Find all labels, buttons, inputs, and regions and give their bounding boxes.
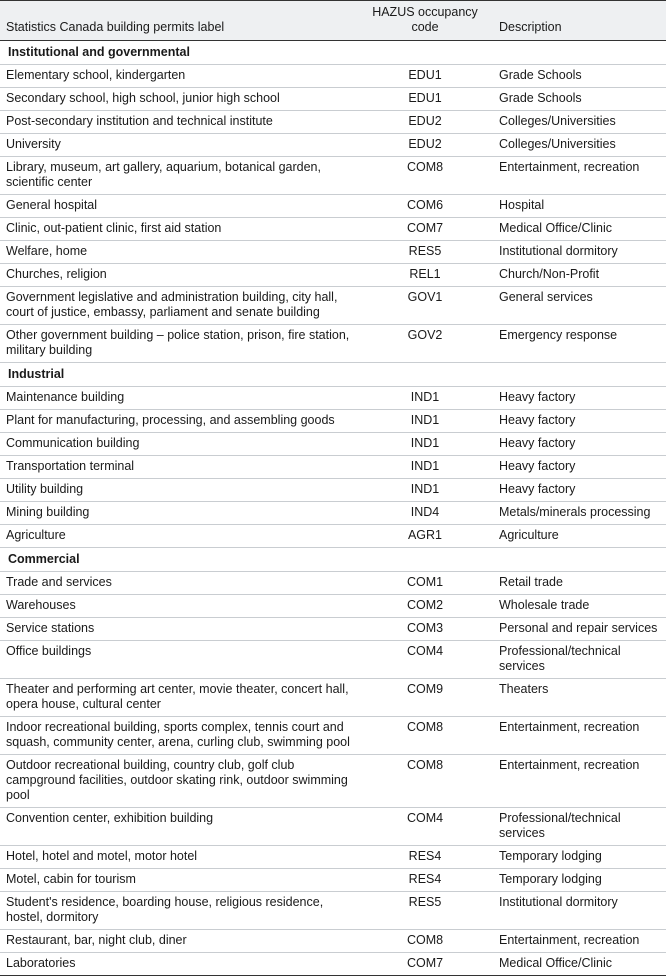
cell-description: Personal and repair services [493, 618, 666, 641]
cell-code: COM4 [355, 808, 493, 846]
table-row [0, 241, 666, 264]
cell-code: COM4 [355, 641, 493, 679]
cell-code: IND1 [355, 387, 493, 410]
cell-description: Professional/technical services [493, 808, 666, 846]
cell-description: Professional/technical services [493, 641, 666, 679]
cell-code: COM6 [355, 195, 493, 218]
cell-description: Entertainment, recreation [493, 930, 666, 953]
cell-label: Elementary school, kindergarten [0, 65, 355, 88]
cell-label: Student's residence, boarding house, religious residence, hostel, dormitory [0, 892, 355, 930]
cell-label: Clinic, out-patient clinic, first aid station [0, 218, 355, 241]
table-row [0, 218, 666, 241]
cell-code: RES5 [355, 892, 493, 930]
cell-label: Welfare, home [0, 241, 355, 264]
cell-description: Wholesale trade [493, 595, 666, 618]
table-row [0, 195, 666, 218]
table-row [0, 88, 666, 111]
cell-description: Institutional dormitory [493, 892, 666, 930]
cell-code: EDU2 [355, 111, 493, 134]
cell-description: Metals/minerals processing [493, 502, 666, 525]
cell-code: RES5 [355, 241, 493, 264]
table-row [0, 157, 666, 195]
cell-description: Heavy factory [493, 479, 666, 502]
table-row [0, 111, 666, 134]
cell-code: GOV2 [355, 325, 493, 363]
table-row [0, 618, 666, 641]
table-row [0, 953, 666, 976]
cell-description: Entertainment, recreation [493, 157, 666, 195]
table-row [0, 641, 666, 679]
cell-code: COM7 [355, 218, 493, 241]
cell-code: COM2 [355, 595, 493, 618]
cell-code: IND1 [355, 479, 493, 502]
table-row [0, 65, 666, 88]
cell-code: IND4 [355, 502, 493, 525]
section-row [0, 41, 666, 65]
cell-label: Service stations [0, 618, 355, 641]
cell-label: Communication building [0, 433, 355, 456]
cell-description: Heavy factory [493, 456, 666, 479]
table-row [0, 387, 666, 410]
cell-label: Office buildings [0, 641, 355, 679]
table-row [0, 134, 666, 157]
cell-code: IND1 [355, 456, 493, 479]
cell-description: General services [493, 287, 666, 325]
cell-label: General hospital [0, 195, 355, 218]
cell-code: EDU1 [355, 88, 493, 111]
cell-description: Heavy factory [493, 410, 666, 433]
cell-code: COM9 [355, 679, 493, 717]
cell-label: Agriculture [0, 525, 355, 548]
table-row [0, 808, 666, 846]
cell-description: Temporary lodging [493, 846, 666, 869]
table-row [0, 264, 666, 287]
cell-label: Plant for manufacturing, processing, and assembling goods [0, 410, 355, 433]
cell-label: Government legislative and administration building, city hall, court of justice, embassy, parliament and senate building [0, 287, 355, 325]
cell-label: Restaurant, bar, night club, diner [0, 930, 355, 953]
cell-description: Institutional dormitory [493, 241, 666, 264]
cell-label: Outdoor recreational building, country club, golf club campground facilities, outdoor skating rink, outdoor swimming pool [0, 755, 355, 808]
header-description: Description [493, 1, 666, 41]
table-row [0, 679, 666, 717]
table-row [0, 930, 666, 953]
table-row [0, 525, 666, 548]
cell-description: Heavy factory [493, 387, 666, 410]
cell-label: Hotel, hotel and motel, motor hotel [0, 846, 355, 869]
cell-code: AGR1 [355, 525, 493, 548]
section-title: Institutional and governmental [0, 41, 666, 65]
cell-code: COM1 [355, 572, 493, 595]
cell-description: Medical Office/Clinic [493, 953, 666, 976]
section-title: Commercial [0, 548, 666, 572]
cell-code: COM8 [355, 930, 493, 953]
cell-description: Retail trade [493, 572, 666, 595]
cell-code: COM3 [355, 618, 493, 641]
cell-description: Heavy factory [493, 433, 666, 456]
cell-code: RES4 [355, 846, 493, 869]
cell-label: Other government building – police station, prison, fire station, military building [0, 325, 355, 363]
table-row [0, 572, 666, 595]
cell-code: COM8 [355, 755, 493, 808]
cell-label: Mining building [0, 502, 355, 525]
table-header [0, 1, 666, 41]
cell-code: RES4 [355, 869, 493, 892]
cell-label: Secondary school, high school, junior high school [0, 88, 355, 111]
cell-label: Transportation terminal [0, 456, 355, 479]
cell-description: Church/Non-Profit [493, 264, 666, 287]
table-row [0, 755, 666, 808]
table-row [0, 479, 666, 502]
cell-description: Medical Office/Clinic [493, 218, 666, 241]
header-label: Statistics Canada building permits label [0, 1, 355, 41]
table-row [0, 869, 666, 892]
table-row [0, 846, 666, 869]
cell-code: COM8 [355, 717, 493, 755]
section-title: Industrial [0, 363, 666, 387]
table-row [0, 287, 666, 325]
header-code: HAZUS occupancy code [355, 1, 493, 41]
cell-description: Emergency response [493, 325, 666, 363]
cell-code: REL1 [355, 264, 493, 287]
table-row [0, 456, 666, 479]
cell-label: Motel, cabin for tourism [0, 869, 355, 892]
table-row [0, 325, 666, 363]
cell-label: Post-secondary institution and technical institute [0, 111, 355, 134]
cell-label: Laboratories [0, 953, 355, 976]
table-row [0, 595, 666, 618]
table-body [0, 41, 666, 976]
cell-description: Theaters [493, 679, 666, 717]
cell-description: Grade Schools [493, 65, 666, 88]
cell-code: GOV1 [355, 287, 493, 325]
cell-description: Entertainment, recreation [493, 755, 666, 808]
cell-code: COM8 [355, 157, 493, 195]
cell-label: University [0, 134, 355, 157]
cell-label: Churches, religion [0, 264, 355, 287]
cell-label: Indoor recreational building, sports complex, tennis court and squash, community center, arena, curling club, swimming pool [0, 717, 355, 755]
cell-code: IND1 [355, 433, 493, 456]
cell-code: COM7 [355, 953, 493, 976]
cell-code: EDU2 [355, 134, 493, 157]
cell-description: Colleges/Universities [493, 111, 666, 134]
cell-description: Temporary lodging [493, 869, 666, 892]
cell-label: Warehouses [0, 595, 355, 618]
cell-description: Entertainment, recreation [493, 717, 666, 755]
cell-description: Hospital [493, 195, 666, 218]
section-row [0, 548, 666, 572]
cell-code: IND1 [355, 410, 493, 433]
cell-label: Maintenance building [0, 387, 355, 410]
table-row [0, 502, 666, 525]
cell-label: Library, museum, art gallery, aquarium, botanical garden, scientific center [0, 157, 355, 195]
cell-label: Theater and performing art center, movie theater, concert hall, opera house, cultural center [0, 679, 355, 717]
cell-description: Colleges/Universities [493, 134, 666, 157]
table-row [0, 892, 666, 930]
cell-label: Trade and services [0, 572, 355, 595]
table-row [0, 433, 666, 456]
section-row [0, 363, 666, 387]
cell-code: EDU1 [355, 65, 493, 88]
cell-description: Grade Schools [493, 88, 666, 111]
cell-description: Agriculture [493, 525, 666, 548]
table-row [0, 717, 666, 755]
header-row [0, 1, 666, 41]
table-row [0, 410, 666, 433]
cell-label: Utility building [0, 479, 355, 502]
cell-label: Convention center, exhibition building [0, 808, 355, 846]
